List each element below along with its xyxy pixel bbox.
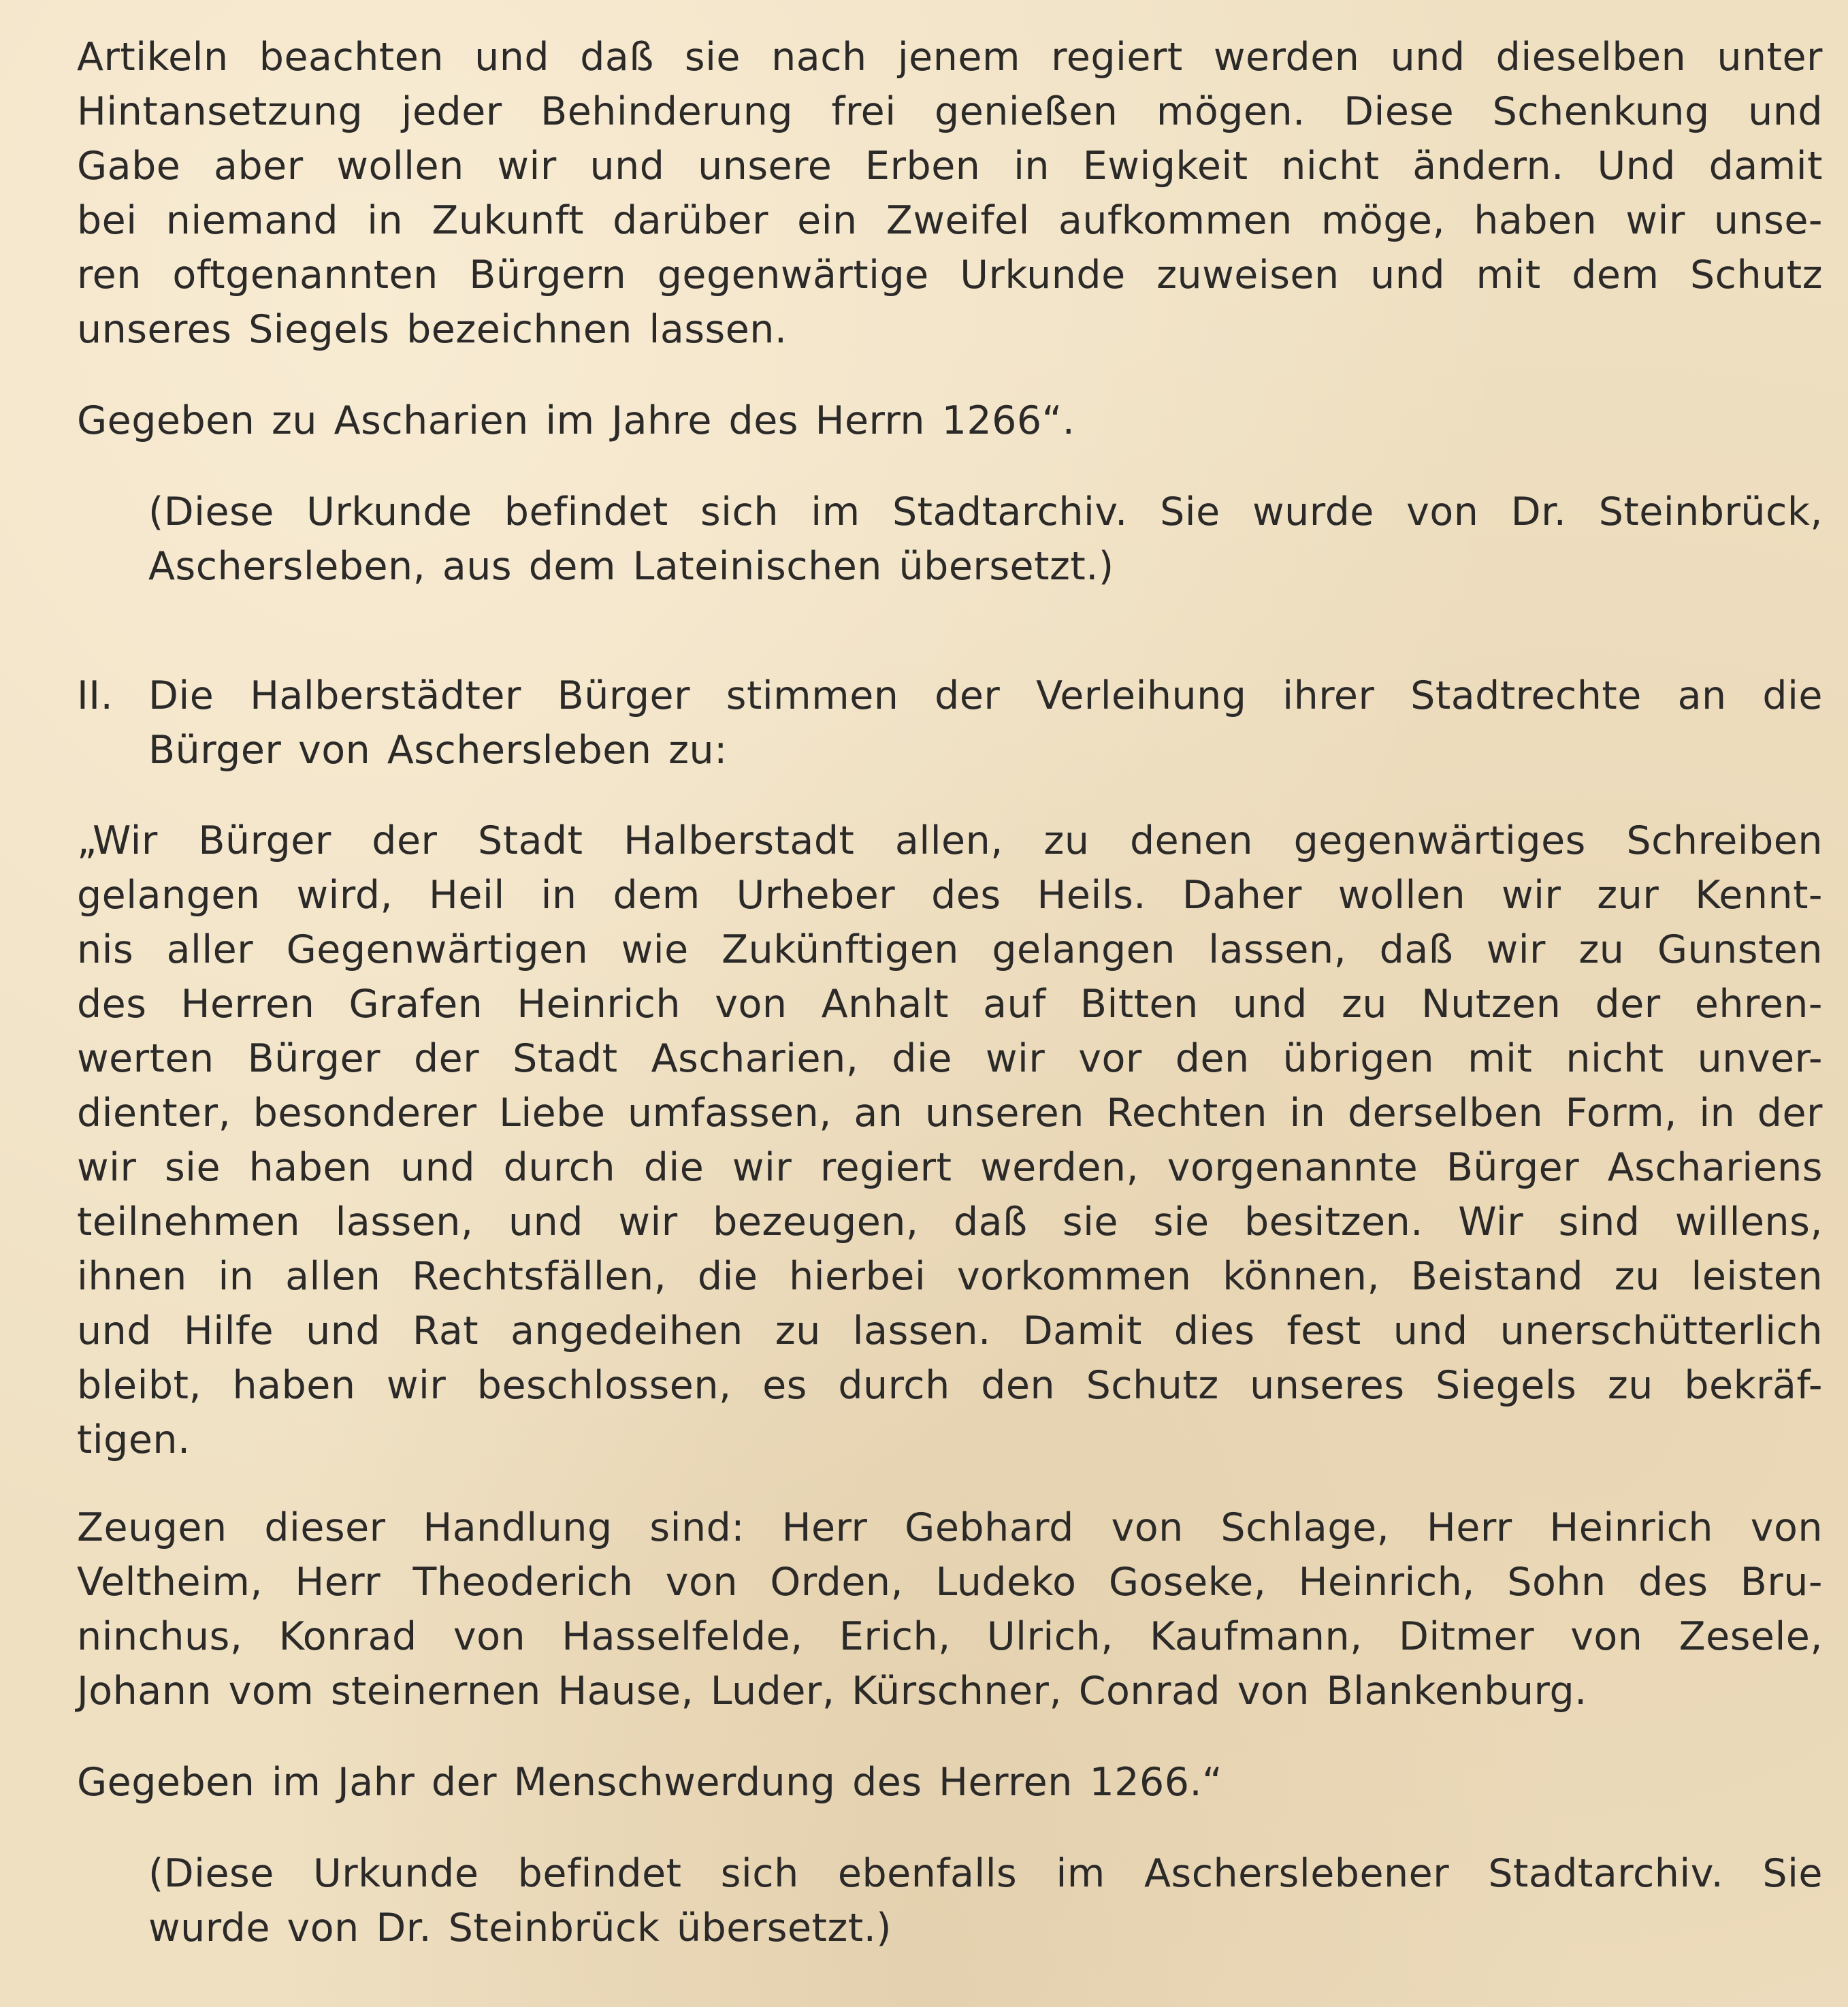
paragraph-2 bbox=[77, 394, 1823, 448]
text-line: ihnen in allen Rechtsfällen, die hierbei vorkommen können, Beistand zu leisten bbox=[77, 1254, 1823, 1299]
text-line: Aschersleben, aus dem Lateinischen übersetzt.) bbox=[148, 544, 1114, 589]
text-line: Johann vom steinernen Hause, Luder, Kürschner, Conrad von Blankenburg. bbox=[77, 1669, 1587, 1714]
text-line: Bürger von Aschersleben zu: bbox=[148, 728, 728, 773]
paragraph-4-witnesses bbox=[77, 1500, 1823, 1718]
text-line: Gegeben zu Ascharien im Jahre des Herrn 1266“. bbox=[77, 398, 1075, 443]
text-line: ninchus, Konrad von Hasselfelde, Erich, Ulrich, Kaufmann, Ditmer von Zesele, bbox=[77, 1614, 1823, 1659]
text-line: Gabe aber wollen wir und unsere Erben in Ewigkeit nicht ändern. Und damit bbox=[77, 144, 1823, 189]
text-line: unseres Siegels bezeichnen lassen. bbox=[77, 307, 788, 352]
text-line: Hintansetzung jeder Behinderung frei genießen mögen. Diese Schenkung und bbox=[77, 89, 1823, 134]
archive-note-1 bbox=[148, 485, 1823, 594]
text-line: tigen. bbox=[77, 1417, 191, 1462]
archive-note-2 bbox=[148, 1846, 1823, 1955]
paragraph-1 bbox=[77, 30, 1823, 357]
text-line: Artikeln beachten und daß sie nach jenem regiert werden und dieselben unter bbox=[77, 35, 1823, 80]
text-line: ren oftgenannten Bürgern gegenwärtige Urkunde zuweisen und mit dem Schutz bbox=[77, 253, 1823, 298]
text-line: Zeugen dieser Handlung sind: Herr Gebhard von Schlage, Herr Heinrich von bbox=[77, 1505, 1823, 1550]
text-line: bleibt, haben wir beschlossen, es durch den Schutz unseres Siegels zu bekräf- bbox=[77, 1363, 1823, 1408]
text-line: des Herren Grafen Heinrich von Anhalt auf Bitten und zu Nutzen der ehren- bbox=[77, 982, 1823, 1027]
section-heading bbox=[148, 669, 1823, 777]
text-line: teilnehmen lassen, und wir bezeugen, daß sie sie besitzen. Wir sind willens, bbox=[77, 1200, 1823, 1245]
paragraph-5 bbox=[77, 1755, 1823, 1810]
text-line: gelangen wird, Heil in dem Urheber des Heils. Daher wollen wir zur Kennt- bbox=[77, 873, 1823, 918]
text-line: „Wir Bürger der Stadt Halberstadt allen, zu denen gegenwärtiges Schreiben bbox=[77, 818, 1823, 863]
text-line: Veltheim, Herr Theoderich von Orden, Ludeko Goseke, Heinrich, Sohn des Bru- bbox=[77, 1560, 1823, 1605]
text-line: wir sie haben und durch die wir regiert werden, vorgenannte Bürger Aschariens bbox=[77, 1145, 1823, 1190]
text-line: (Diese Urkunde befindet sich ebenfalls im Ascherslebener Stadtarchiv. Sie bbox=[148, 1851, 1823, 1896]
text-line: nis aller Gegenwärtigen wie Zukünftigen gelangen lassen, daß wir zu Gunsten bbox=[77, 927, 1823, 972]
text-line: dienter, besonderer Liebe umfassen, an unseren Rechten in derselben Form, in der bbox=[77, 1091, 1823, 1136]
section-number: II. bbox=[77, 673, 114, 718]
text-line: Die Halberstädter Bürger stimmen der Verleihung ihrer Stadtrechte an die bbox=[148, 673, 1823, 718]
text-line: und Hilfe und Rat angedeihen zu lassen. Damit dies fest und unerschütterlich bbox=[77, 1308, 1823, 1353]
text-line: wurde von Dr. Steinbrück übersetzt.) bbox=[148, 1906, 892, 1950]
text-line: Gegeben im Jahr der Menschwerdung des Herren 1266.“ bbox=[77, 1760, 1223, 1805]
text-line: werten Bürger der Stadt Ascharien, die wir vor den übrigen mit nicht unver- bbox=[77, 1036, 1823, 1081]
text-line: bei niemand in Zukunft darüber ein Zweifel aufkommen möge, haben wir unse- bbox=[77, 198, 1823, 243]
paragraph-3 bbox=[77, 814, 1823, 1467]
text-line: (Diese Urkunde befindet sich im Stadtarchiv. Sie wurde von Dr. Steinbrück, bbox=[148, 489, 1823, 534]
